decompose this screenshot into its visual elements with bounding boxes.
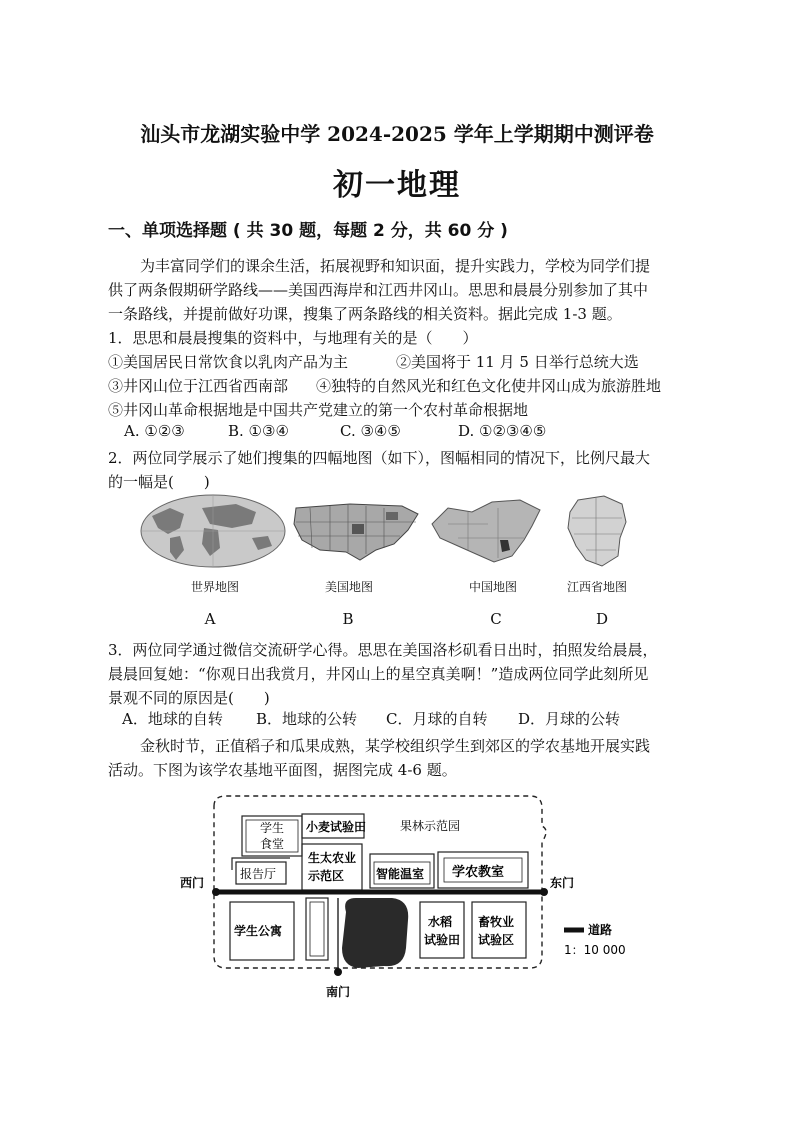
map-caption-us: 美国地图 [324, 580, 373, 594]
q1-option-a[interactable]: A. ①②③ [124, 422, 185, 440]
intro2-line-2: 活动。下图为该学农基地平面图，据图完成 4-6 题。 [108, 761, 457, 779]
q3-option-a[interactable]: A．地球的自转 [122, 710, 223, 728]
livestock-label-1: 畜牧业 [478, 915, 515, 929]
q1-statement-1: ①美国居民日常饮食以乳肉产品为主 [108, 353, 349, 371]
map-caption-jiangxi: 江西省地图 [566, 580, 627, 594]
q1-statement-5: ⑤井冈山革命根据地是中国共产党建立的第一个农村革命根据地 [108, 401, 529, 419]
eco-zone-label-1: 生太农业 [308, 851, 357, 865]
dorm-label: 学生公寓 [234, 924, 283, 938]
map-letter-c[interactable]: C [490, 610, 502, 628]
q1-option-c[interactable]: C. ③④⑤ [340, 422, 401, 440]
report-hall-label: 报告厅 [240, 867, 277, 881]
q1-option-b[interactable]: B. ①③④ [228, 422, 289, 440]
orchard-label: 果林示范园 [400, 819, 461, 833]
china-map-image [428, 494, 546, 568]
world-map-image [140, 494, 286, 568]
subject-title: 初一地理 [333, 168, 461, 203]
intro1-line-2: 供了两条假期研学路线——美国西海岸和江西井冈山。思思和晨晨分别参加了其中 [108, 281, 649, 299]
q3-option-c[interactable]: C．月球的自转 [386, 710, 488, 728]
canteen-label-2: 食堂 [260, 837, 285, 851]
q2-stem-line-2: 的一幅是( ) [108, 473, 210, 491]
q1-statement-4: ④独特的自然风光和红色文化使井冈山成为旅游胜地 [316, 377, 662, 395]
q3-option-b[interactable]: B．地球的公转 [256, 710, 358, 728]
south-gate-label: 南门 [326, 985, 351, 999]
pond [342, 898, 408, 968]
farm-base-plan [170, 786, 630, 1006]
section-heading: 一、单项选择题 ( 共 30 题，每题 2 分，共 60 分 ) [108, 221, 508, 241]
q1-stem: 1．思思和晨晨搜集的资料中，与地理有关的是（ ） [108, 329, 478, 347]
map-figures [140, 494, 640, 634]
rice-field-label-1: 水稻 [428, 915, 453, 929]
map-letter-a[interactable]: A [204, 610, 216, 628]
map-caption-china: 中国地图 [468, 580, 517, 594]
map-caption-world: 世界地图 [190, 580, 239, 594]
map-letter-d[interactable]: D [595, 610, 609, 628]
greenhouse-label: 智能温室 [376, 867, 425, 881]
q1-statement-2: ②美国将于 11 月 5 日举行总统大选 [396, 353, 639, 371]
us-map-image [290, 494, 422, 568]
intro1-line-1: 为丰富同学们的课余生活，拓展视野和知识面，提升实践力，学校为同学们提 [140, 257, 651, 275]
intro1-line-3: 一条路线，并提前做好功课，搜集了两条路线的相关资料。据此完成 1-3 题。 [108, 305, 622, 323]
classroom-label: 学农教室 [452, 865, 505, 880]
rice-field-label-2: 试验田 [424, 933, 461, 947]
q3-stem-line-2: 晨晨回复她：“你观日出我赏月，井冈山上的星空真美啊！”造成两位同学此刻所见 [108, 665, 649, 683]
q3-stem-line-1: 3．两位同学通过微信交流研学心得。思思在美国洛杉矶看日出时，拍照发给晨晨， [108, 641, 658, 659]
jiangxi-map-image [560, 494, 634, 568]
livestock-label-2: 试验区 [478, 933, 515, 947]
wheat-field-label: 小麦试验田 [306, 820, 367, 834]
q1-statement-3: ③井冈山位于江西省西南部 [108, 377, 289, 395]
q2-stem-line-1: 2．两位同学展示了她们搜集的四幅地图（如下），图幅相同的情况下，比例尺最大 [108, 449, 651, 467]
canteen-label-1: 学生 [260, 821, 285, 835]
map-letter-b[interactable]: B [342, 610, 354, 628]
eco-zone-label-2: 示范区 [308, 869, 345, 883]
road-legend-label: 道路 [588, 923, 613, 937]
west-gate-label: 西门 [180, 876, 205, 890]
q3-stem-line-3: 景观不同的原因是( ) [108, 689, 270, 707]
q3-option-d[interactable]: D．月球的公转 [518, 710, 621, 728]
q1-option-d[interactable]: D. ①②③④⑤ [458, 422, 547, 440]
scale-label: 1：10 000 [564, 943, 626, 957]
intro2-line-1: 金秋时节，正值稻子和瓜果成熟，某学校组织学生到郊区的学农基地开展实践 [140, 737, 651, 755]
exam-title: 汕头市龙湖实验中学 2024-2025 学年上学期期中测评卷 [140, 122, 654, 146]
east-gate-label: 东门 [550, 876, 575, 890]
